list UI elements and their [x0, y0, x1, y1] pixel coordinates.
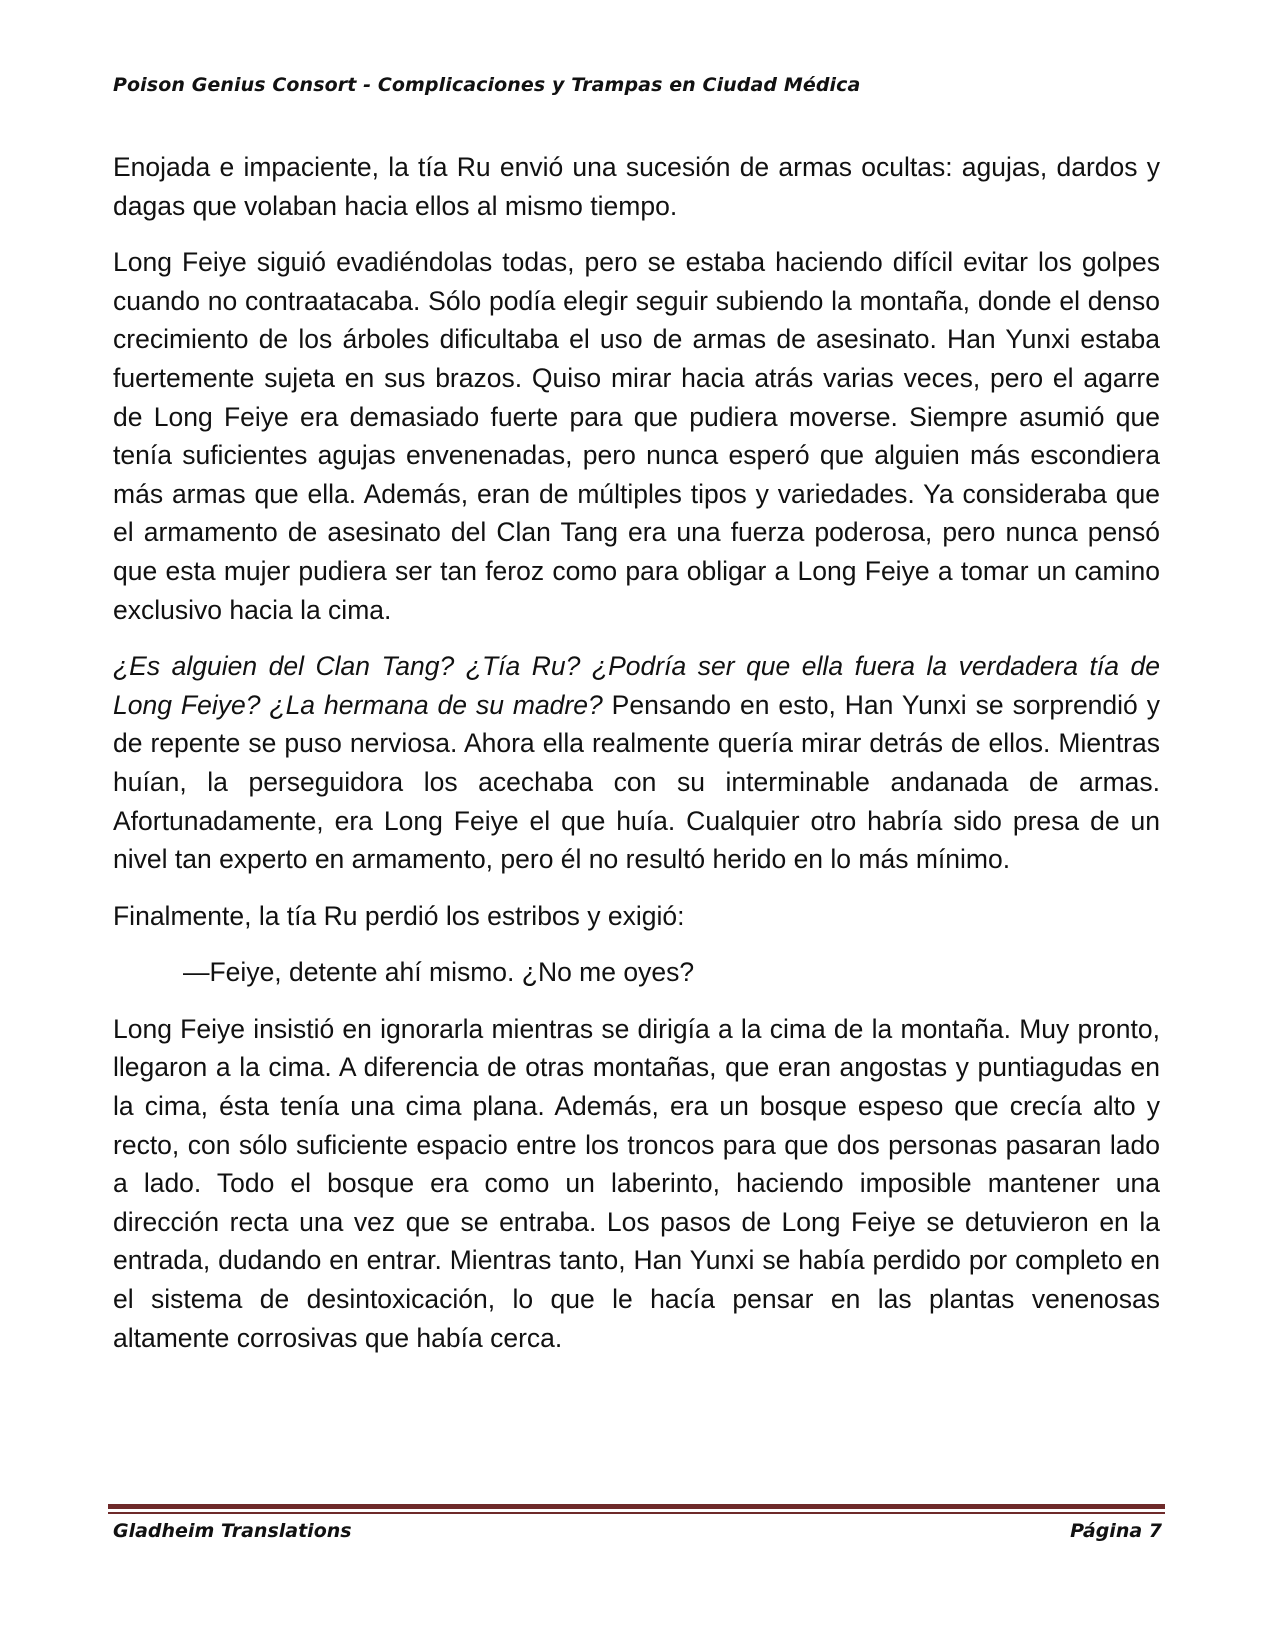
footer-credit: Gladheim Translations [113, 1520, 352, 1542]
paragraph-4: Finalmente, la tía Ru perdió los estribos y exigió: [113, 900, 685, 931]
paragraph-1: Enojada e impaciente, la tía Ru envió una sucesión de armas ocultas: agujas, dardos y dagas que volaban hacia ellos al mismo tiempo. [113, 152, 1160, 221]
footer-rule-thick [108, 1504, 1165, 1509]
paragraph-3 [113, 647, 1160, 879]
paragraph-2: Long Feiye siguió evadiéndolas todas, pero se estaba haciendo difícil evitar los golpes cuando no contraatacaba. Sólo podía elegir seguir subiendo la montaña, donde el denso crecimiento de los árboles dificultaba el uso de armas de asesinato. Han Yunxi estaba fuertemente sujeta en sus brazos. Quiso mirar hacia atrás varias veces, pero el agarre de Long Feiye era demasiado fuerte para que pudiera moverse. Siempre asumió que tenía suficientes agujas envenenadas, pero nunca esperó que alguien más escondiera más armas que ella. Además, eran de múltiples tipos y variedades. Ya consideraba que el armamento de asesinato del Clan Tang era una fuerza poderosa, pero nunca pensó que esta mujer pudiera ser tan feroz como para obligar a Long Feiye a tomar un camino exclusivo hacia la cima. [113, 247, 1160, 625]
footer-rule-thin [108, 1512, 1165, 1514]
page-number: Página 7 [1070, 1520, 1162, 1542]
paragraph-3-italic-thought: ¿Es alguien del Clan Tang? ¿Tía Ru? ¿Podría ser que ella fuera la verdadera tía de Long Feiye? ¿La hermana de su madre? [113, 651, 1160, 720]
paragraph-6: Long Feiye insistió en ignorarla mientras se dirigía a la cima de la montaña. Muy pronto, llegaron a la cima. A diferencia de otras montañas, que eran angostas y puntiagudas en la cima, ésta tenía una cima plana. Además, era un bosque espeso que crecía alto y recto, con sólo suficiente espacio entre los troncos para que dos personas pasaran lado a lado. Todo el bosque era como un laberinto, haciendo imposible mantener una dirección recta una vez que se entraba. Los pasos de Long Feiye se detuvieron en la entrada, dudando en entrar. Mientras tanto, Han Yunxi se había perdido por completo en el sistema de desintoxicación, lo que le hacía pensar en las plantas venenosas altamente corrosivas que había cerca. [113, 1013, 1160, 1353]
page-header-title: Poison Genius Consort - Complicaciones y Trampas en Ciudad Médica [113, 74, 861, 96]
body-text [113, 148, 1160, 1375]
dialogue-line: —Feiye, detente ahí mismo. ¿No me oyes? [183, 957, 695, 988]
paragraph-3-text: Pensando en esto, Han Yunxi se sorprendió y de repente se puso nerviosa. Ahora ella realmente quería mirar detrás de ellos. Mientras huían, la perseguidora los acechaba con su interminable andanada de armas. Afortunadamente, era Long Feiye el que huía. Cualquier otro habría sido presa de un nivel tan experto en armamento, pero él no resultó herido en lo más mínimo. [113, 689, 1160, 875]
